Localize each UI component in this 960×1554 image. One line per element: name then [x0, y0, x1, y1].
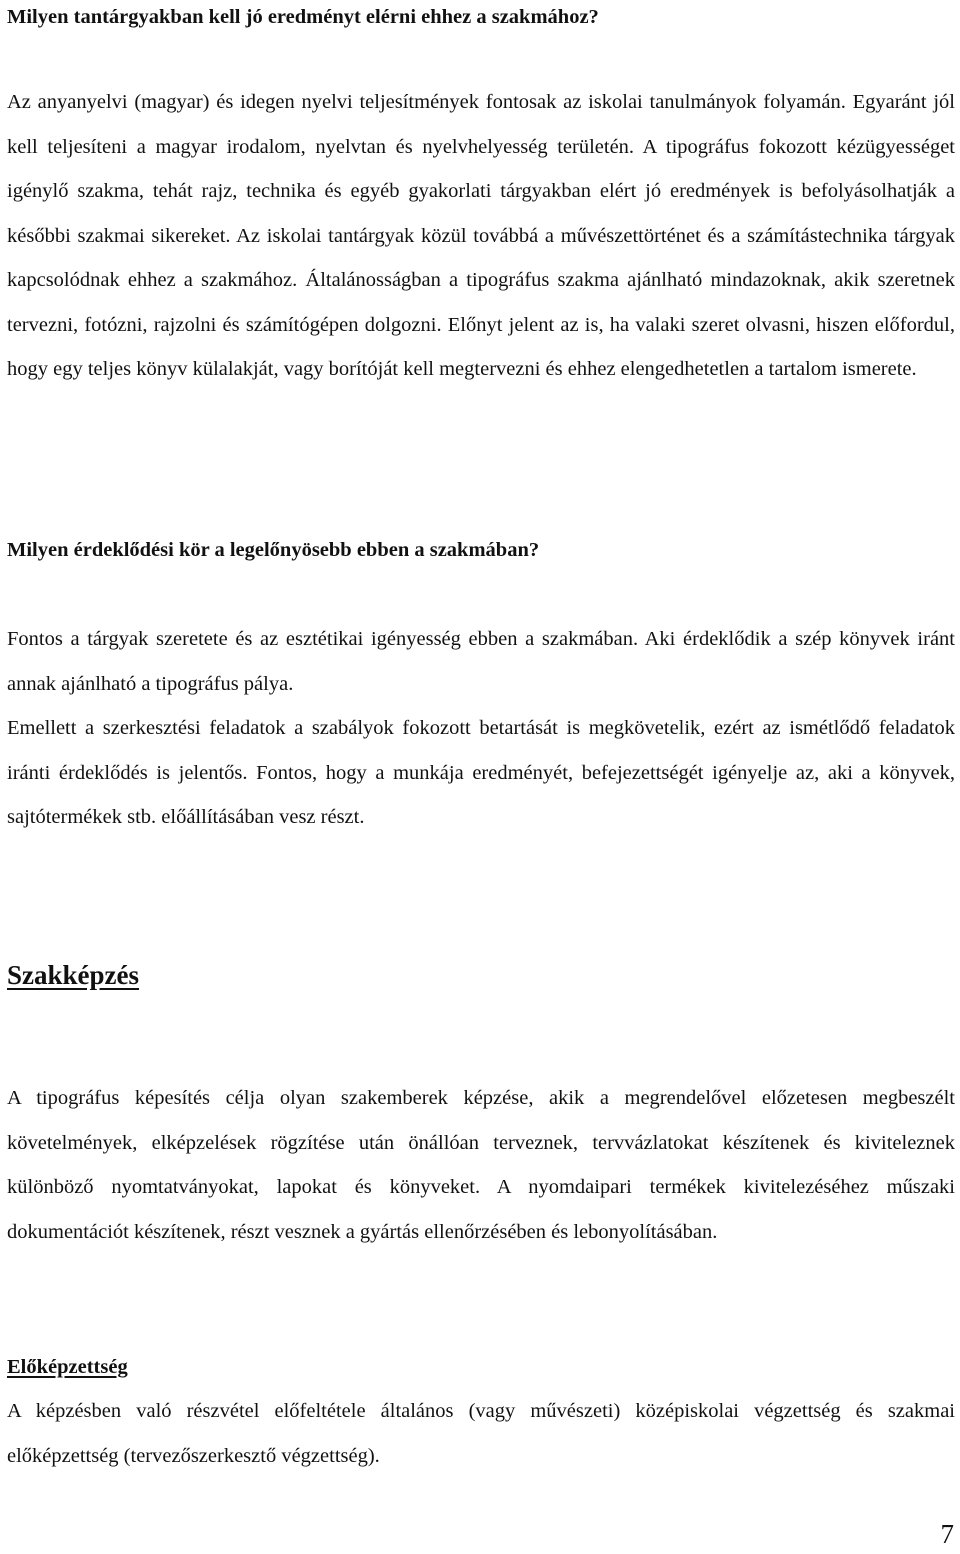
- paragraph-interests-1: Fontos a tárgyak szeretete és az esztétikai igényesség ebben a szakmában. Aki érdeklődik a szép könyvek iránt annak ajánlható a tipográfus pálya.: [7, 628, 955, 695]
- paragraph-prerequisites: A képzésben való részvétel előfeltétele általános (vagy művészeti) középiskolai végzettség és szakmai előképzettség (tervezőszerkesztő végzettség).: [7, 1400, 955, 1467]
- paragraph-subjects: Az anyanyelvi (magyar) és idegen nyelvi teljesítmények fontosak az iskolai tanulmányok folyamán. Egyaránt jól kell teljesíteni a magyar irodalom, nyelvtan és nyelvhelyesség területén. A tipográfus fokozott kézügyességet igénylő szakma, tehát rajz, technika és egyéb gyakorlati tárgyakban elért jó eredmények is befolyásolhatják a későbbi szakmai sikereket. Az iskolai tantárgyak közül továbbá a művészettörténet és a számítástechnika tárgyak kapcsolódnak ehhez a szakmához. Általánosságban a tipográfus szakma ajánlható mindazoknak, akik szeretnek tervezni, fotózni, rajzolni és számítógépen dolgozni. Előnyt jelent az is, ha valaki szeret olvasni, hiszen előfordul, hogy egy teljes könyv külalakját, vagy borítóját kell megtervezni és ehhez elengedhetetlen a tartalom ismerete.: [7, 91, 955, 380]
- page-number: 7: [940, 1519, 954, 1549]
- section-heading-interests: Milyen érdeklődési kör a legelőnyösebb ebben a szakmában?: [7, 539, 540, 561]
- section-heading-subjects: Milyen tantárgyakban kell jó eredményt elérni ehhez a szakmához?: [7, 6, 599, 28]
- section-title-szakkepzes: Szakképzés: [7, 960, 140, 990]
- sub-heading-prerequisites: Előképzettség: [7, 1356, 128, 1378]
- paragraph-interests-2: Emellett a szerkesztési feladatok a szabályok fokozott betartását is megkövetelik, ezért az ismétlődő feladatok iránti érdeklődés is jelentős. Fontos, hogy a munkája eredményét, befejezettségét igényelje az, aki a könyvek, sajtótermékek stb. előállításában vesz részt.: [7, 717, 955, 828]
- paragraph-training: A tipográfus képesítés célja olyan szakemberek képzése, akik a megrendelővel előzetesen megbeszélt követelmények, elképzelések rögzítése után önállóan terveznek, tervvázlatokat készítenek és kiviteleznek különböző nyomtatványokat, lapokat és könyveket. A nyomdaipari termékek kivitelezéséhez műszaki dokumentációt készítenek, részt vesznek a gyártás ellenőrzésében és lebonyolításában.: [7, 1087, 955, 1243]
